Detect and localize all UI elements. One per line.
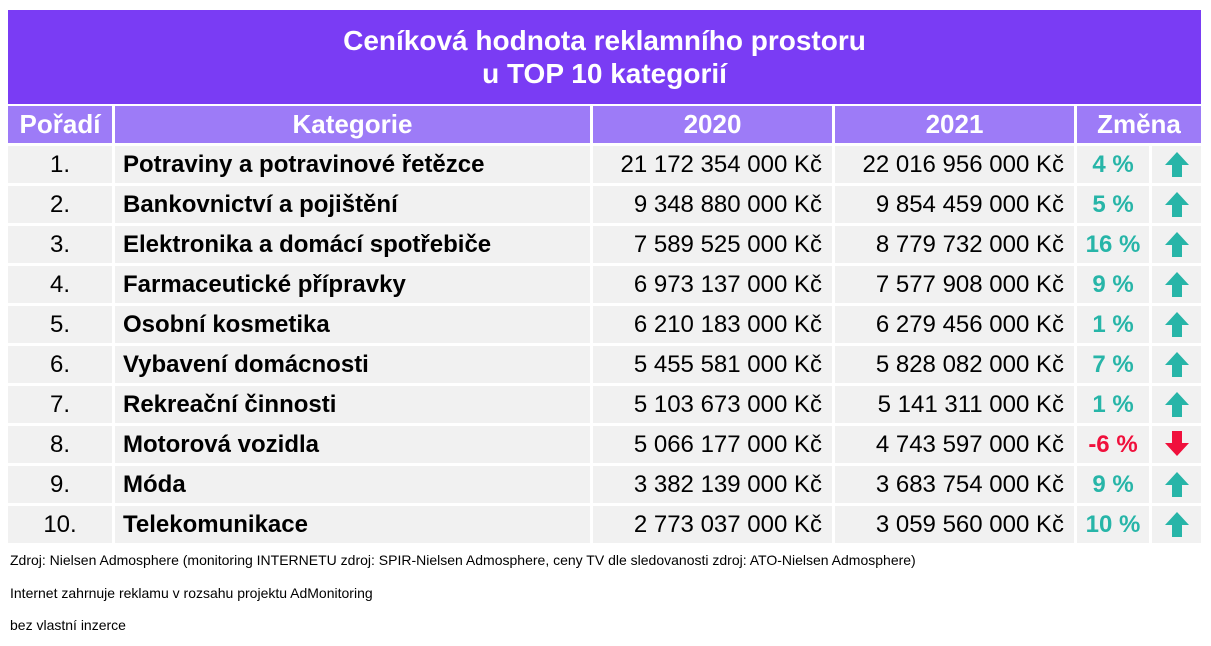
category-cell: Rekreační činnosti [115, 383, 593, 423]
header-rank: Pořadí [8, 106, 115, 143]
value-2021-cell: 7 577 908 000 Kč [835, 263, 1077, 303]
category-cell: Bankovnictví a pojištění [115, 183, 593, 223]
value-2020-cell: 2 773 037 000 Kč [593, 503, 835, 543]
table-row [8, 183, 1201, 223]
arrow-up-icon [1164, 351, 1190, 378]
arrow-up-shape [1165, 392, 1189, 417]
header-category: Kategorie [115, 106, 593, 143]
value-2020-cell: 5 455 581 000 Kč [593, 343, 835, 383]
category-cell: Telekomunikace [115, 503, 593, 543]
arrow-up-icon [1164, 511, 1190, 538]
value-2021-cell: 5 141 311 000 Kč [835, 383, 1077, 423]
value-2020-cell: 6 973 137 000 Kč [593, 263, 835, 303]
value-2021-cell: 5 828 082 000 Kč [835, 343, 1077, 383]
change-cell: -6 % [1077, 423, 1152, 463]
trend-cell [1152, 263, 1201, 303]
value-2021-cell: 9 854 459 000 Kč [835, 183, 1077, 223]
arrow-up-icon [1164, 471, 1190, 498]
value-2021-cell: 4 743 597 000 Kč [835, 423, 1077, 463]
arrow-up-icon [1164, 151, 1190, 178]
value-2021-cell: 8 779 732 000 Kč [835, 223, 1077, 263]
category-cell: Móda [115, 463, 593, 503]
rank-cell: 2. [8, 183, 115, 223]
rank-cell: 3. [8, 223, 115, 263]
arrow-up-icon [1164, 391, 1190, 418]
ranking-table [8, 106, 1201, 543]
trend-cell [1152, 383, 1201, 423]
header-2021: 2021 [835, 106, 1077, 143]
trend-cell [1152, 143, 1201, 183]
rank-cell: 9. [8, 463, 115, 503]
value-2021-cell: 3 059 560 000 Kč [835, 503, 1077, 543]
category-cell: Motorová vozidla [115, 423, 593, 463]
table-row [8, 423, 1201, 463]
trend-cell [1152, 463, 1201, 503]
arrow-up-icon [1164, 311, 1190, 338]
table-row [8, 303, 1201, 343]
rank-cell: 4. [8, 263, 115, 303]
change-cell: 1 % [1077, 303, 1152, 343]
arrow-down-shape [1165, 431, 1189, 456]
table-row [8, 263, 1201, 303]
trend-cell [1152, 223, 1201, 263]
value-2020-cell: 21 172 354 000 Kč [593, 143, 835, 183]
arrow-up-shape [1165, 312, 1189, 337]
arrow-up-shape [1165, 352, 1189, 377]
change-cell: 9 % [1077, 463, 1152, 503]
table-row [8, 383, 1201, 423]
arrow-up-shape [1165, 192, 1189, 217]
trend-cell [1152, 183, 1201, 223]
category-cell: Vybavení domácnosti [115, 343, 593, 383]
rank-cell: 7. [8, 383, 115, 423]
table-row [8, 143, 1201, 183]
change-cell: 16 % [1077, 223, 1152, 263]
arrow-up-icon [1164, 191, 1190, 218]
category-cell: Osobní kosmetika [115, 303, 593, 343]
arrow-up-shape [1165, 512, 1189, 537]
category-cell: Farmaceutické přípravky [115, 263, 593, 303]
change-cell: 1 % [1077, 383, 1152, 423]
title-line-1: Ceníková hodnota reklamního prostoru [343, 25, 866, 56]
internet-note: Internet zahrnuje reklamu v rozsahu projektu AdMonitoring [10, 585, 373, 601]
table-row [8, 463, 1201, 503]
change-cell: 4 % [1077, 143, 1152, 183]
table-body [8, 143, 1201, 543]
own-ads-note: bez vlastní inzerce [10, 617, 126, 633]
trend-cell [1152, 303, 1201, 343]
value-2020-cell: 5 103 673 000 Kč [593, 383, 835, 423]
source-note: Zdroj: Nielsen Admosphere (monitoring INTERNETU zdroj: SPIR-Nielsen Admosphere, ceny TV dle sledovanosti zdroj: ATO-Nielsen Admosphere) [10, 552, 916, 568]
change-cell: 9 % [1077, 263, 1152, 303]
trend-cell [1152, 343, 1201, 383]
category-cell: Elektronika a domácí spotřebiče [115, 223, 593, 263]
trend-cell [1152, 423, 1201, 463]
change-cell: 10 % [1077, 503, 1152, 543]
header-2020: 2020 [593, 106, 835, 143]
arrow-up-shape [1165, 232, 1189, 257]
arrow-up-icon [1164, 271, 1190, 298]
arrow-up-shape [1165, 152, 1189, 177]
value-2021-cell: 22 016 956 000 Kč [835, 143, 1077, 183]
arrow-up-shape [1165, 272, 1189, 297]
rank-cell: 5. [8, 303, 115, 343]
category-cell: Potraviny a potravinové řetězce [115, 143, 593, 183]
value-2020-cell: 9 348 880 000 Kč [593, 183, 835, 223]
trend-cell [1152, 503, 1201, 543]
value-2021-cell: 6 279 456 000 Kč [835, 303, 1077, 343]
value-2020-cell: 7 589 525 000 Kč [593, 223, 835, 263]
change-cell: 5 % [1077, 183, 1152, 223]
header-row [8, 106, 1201, 143]
table-row [8, 223, 1201, 263]
title-line-2: u TOP 10 kategorií [482, 58, 727, 89]
table-title [8, 10, 1201, 104]
arrow-up-icon [1164, 231, 1190, 258]
rank-cell: 1. [8, 143, 115, 183]
table-row [8, 503, 1201, 543]
arrow-down-icon [1164, 431, 1190, 458]
value-2020-cell: 3 382 139 000 Kč [593, 463, 835, 503]
rank-cell: 8. [8, 423, 115, 463]
header-change: Změna [1077, 106, 1201, 143]
table-row [8, 343, 1201, 383]
value-2021-cell: 3 683 754 000 Kč [835, 463, 1077, 503]
rank-cell: 6. [8, 343, 115, 383]
arrow-up-shape [1165, 472, 1189, 497]
change-cell: 7 % [1077, 343, 1152, 383]
value-2020-cell: 6 210 183 000 Kč [593, 303, 835, 343]
value-2020-cell: 5 066 177 000 Kč [593, 423, 835, 463]
rank-cell: 10. [8, 503, 115, 543]
